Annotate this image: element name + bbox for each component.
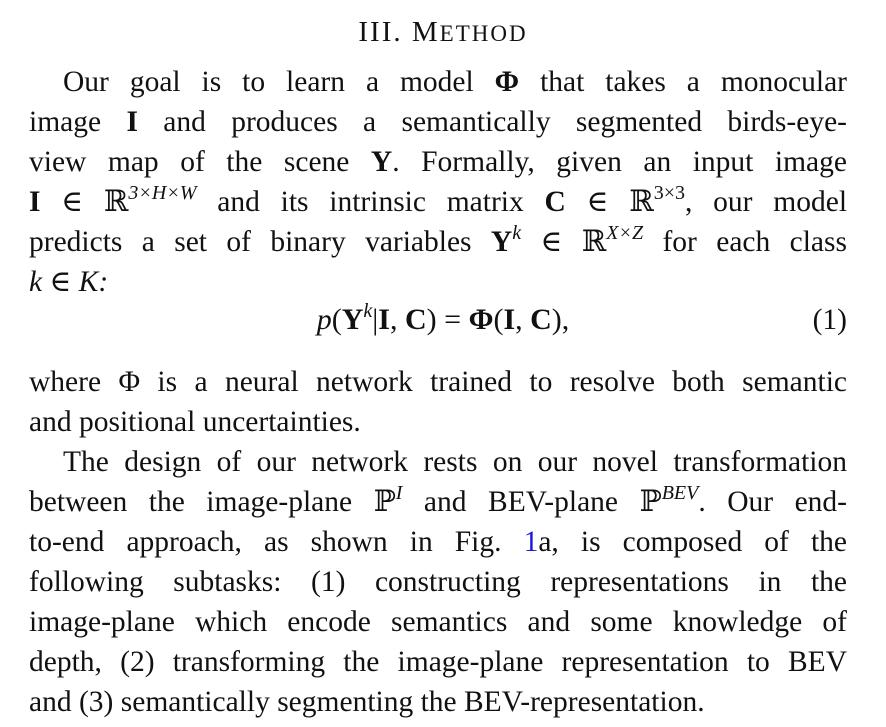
section-number: III. <box>358 16 403 48</box>
para1-line1: Our goal is to learn a model Φ that takes a monocular <box>63 66 847 98</box>
section-title-rest: ETHOD <box>439 21 528 46</box>
para2-line1: where Φ is a neural network trained to resolve both semantic <box>29 366 847 398</box>
section-title-initial: M <box>411 16 440 48</box>
section-heading <box>0 12 886 54</box>
phi-symbol: Φ <box>494 66 520 98</box>
equation-1: $p(Y^k|I$, C) = Φ(I, C), <box>316 300 570 336</box>
equation-number: (1) <box>812 304 847 336</box>
para1-line3: view map of the scene Y. Formally, given an input image <box>29 146 847 178</box>
para3-line5: image-plane which encode semantics and some knowledge of <box>29 606 847 638</box>
para1-line6: k ∈ K: <box>29 266 109 298</box>
figure-link[interactable]: 1 <box>523 526 539 558</box>
para1-line4: I ∈ ℝ$^{3\times H\times W}$ and its intrinsic matrix C ∈ ℝ$^{3\times 3}$, our model <box>29 182 848 218</box>
para3-line1: The design of our network rests on our novel transformation <box>63 446 847 478</box>
para2-line2: and positional uncertainties. <box>29 406 361 438</box>
para3-line7: and (3) semantically segmenting the BEV-representation. <box>29 686 705 718</box>
para1-line2: image I and produces a semantically segmented birds-eye- <box>29 106 847 138</box>
para3-line4: following subtasks: (1) constructing representations in the <box>29 566 847 598</box>
para1-line5: predicts a set of binary variables $Y^k$ ∈ ℝ$^{X\times Z}$ for each class <box>29 222 847 258</box>
para3-line6: depth, (2) transforming the image-plane representation to BEV <box>29 646 847 678</box>
para3-line3: to-end approach, as shown in Fig. 1a, is composed of the <box>29 526 847 558</box>
para3-line2: between the image-plane ℙ$^I$ and BEV-plane ℙ$^{BEV}$. Our end- <box>29 482 847 518</box>
